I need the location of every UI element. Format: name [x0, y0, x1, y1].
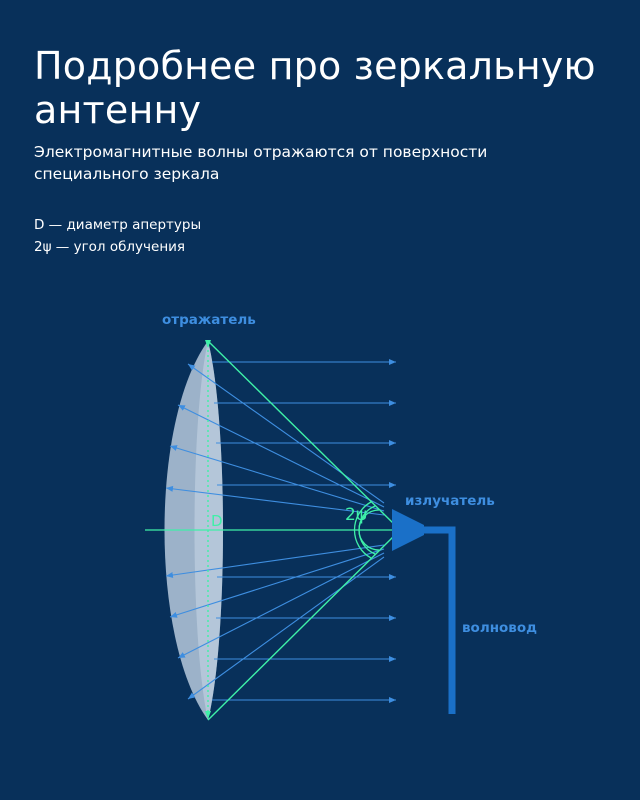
reflector-label: отражатель	[162, 312, 256, 328]
page-title: Подробнее про зеркальную антенну	[34, 44, 596, 132]
waveguide-label: волновод	[462, 620, 538, 636]
legend-angle: 2ψ — угол облучения	[34, 239, 186, 255]
diameter-label: D	[211, 512, 223, 530]
angle-label: 2ψ	[345, 505, 368, 525]
waveguide	[420, 530, 452, 714]
outgoing-rays	[212, 362, 396, 700]
legend-diameter: D — диаметр апертуры	[34, 217, 202, 233]
page-subtitle: Электромагнитные волны отражаются от поверхности специального зеркала	[34, 143, 488, 183]
emitter-label: излучатель	[405, 493, 495, 509]
emitter-horn	[392, 509, 424, 551]
